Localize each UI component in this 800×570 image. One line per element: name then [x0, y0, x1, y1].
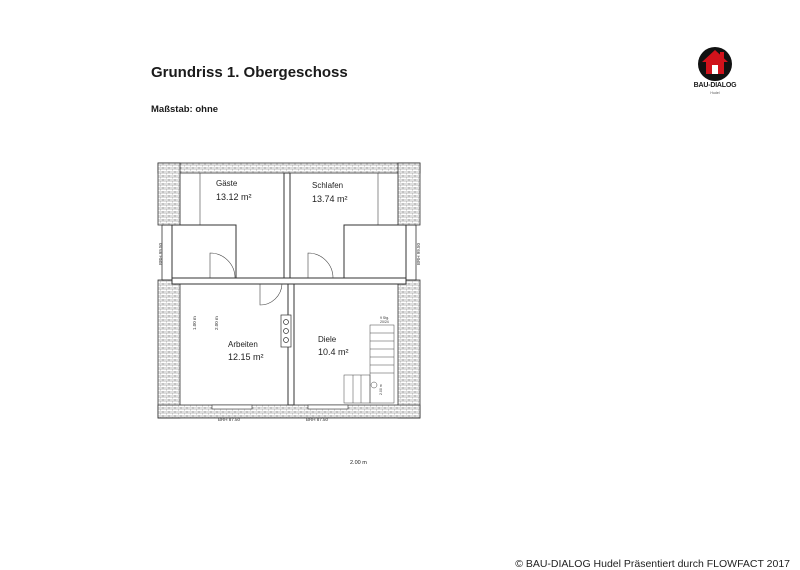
- dimension-label: 2.00 m: [350, 460, 367, 466]
- brh-right-label: BRH 99.50: [416, 242, 421, 265]
- scale-label: Maßstab: ohne: [151, 104, 219, 115]
- brh-bottom-left-label: BRH 87.50: [218, 417, 241, 422]
- page-title: Grundriss 1. Obergeschoss: [151, 64, 348, 81]
- logo-text: BAU-DIALOG: [693, 82, 737, 89]
- brh-left-label: BRH 99.50: [158, 242, 163, 265]
- logo-subtext: Hudel: [710, 91, 720, 95]
- room-name: Gäste: [216, 179, 238, 188]
- room-area: 13.12 m²: [216, 192, 252, 202]
- stair-label: 9 Stg.: [380, 316, 390, 320]
- dim-vertical-2: 2.00 m: [214, 316, 219, 330]
- stair-side-label: 2.00 m: [379, 384, 383, 395]
- room-name: Arbeiten: [228, 340, 258, 349]
- room-area: 13.74 m²: [312, 194, 348, 204]
- room-name: Schlafen: [312, 181, 344, 190]
- room-area: 12.15 m²: [228, 352, 264, 362]
- copyright-footer: © BAU-DIALOG Hudel Präsentiert durch FLOWFACT 2017: [515, 558, 790, 570]
- dim-vertical-1: 1.00 m: [192, 316, 197, 330]
- staircase: [344, 325, 394, 403]
- stair-label-2: 20/24: [380, 320, 389, 324]
- interior-walls: [172, 173, 406, 405]
- floor-plan: [148, 155, 430, 430]
- brh-bottom-right-label: BRH 87.50: [306, 417, 329, 422]
- shaft: [281, 315, 291, 347]
- room-name: Diele: [318, 335, 337, 344]
- room-area: 10.4 m²: [318, 347, 349, 357]
